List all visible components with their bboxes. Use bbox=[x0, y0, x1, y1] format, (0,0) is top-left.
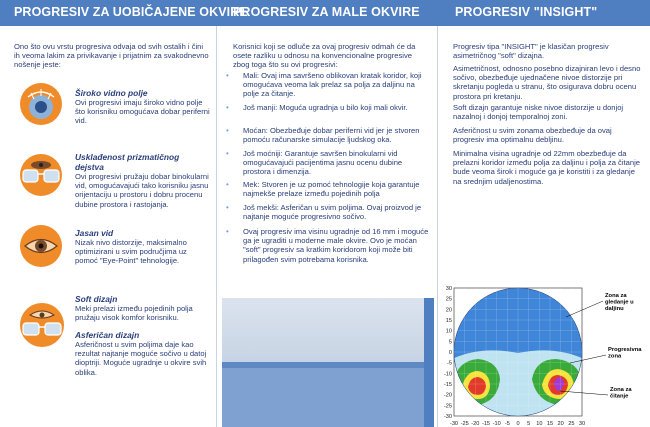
glasses-icon bbox=[20, 154, 62, 196]
col2-item-more-powerful: Još moćniji: Garantuje savršen binokularni vid omogućavajući pacijentima jasnu ocenu dubine prostora i dimenzija. bbox=[243, 149, 403, 177]
x-tick-label: -15 bbox=[481, 421, 491, 427]
col3-paragraph-4: Asferičnost u svim zonama obezbeđuje da ovaj progresiv ima optimalnu debljinu. bbox=[453, 126, 612, 145]
feature-clear-vision: Jasan vid Nizak nivo distorzije, maksimalno optimizirani u svim područjima uz pomoć "Eye-Point" tehnologije. bbox=[75, 228, 187, 266]
column-1-heading: PROGRESIV ZA UOBIČAJENE OKVIRE bbox=[14, 5, 248, 19]
x-tick-label: 5 bbox=[527, 421, 531, 427]
col2-item-fitting-height: Ovaj progresiv ima visinu ugradnje od 16 mm i moguće ga je ugraditi u moderne male okvire. Ovo je moćan "soft" progresiv sa kratkim koridorom koji može biti prilagođen svim potrebama korisnika. bbox=[243, 227, 429, 264]
col3-paragraph-3: Soft dizajn garantuje niske nivoe distorzije u donjoj nazalnoj i donjoj temporalnoj zoni. bbox=[453, 103, 624, 122]
y-tick-label: 0 bbox=[448, 350, 452, 356]
bullet-dot: • bbox=[226, 149, 229, 158]
column-divider bbox=[216, 26, 217, 427]
y-tick-label: -15 bbox=[443, 382, 452, 388]
bullet-dot: • bbox=[226, 203, 229, 212]
y-tick-label: -25 bbox=[443, 403, 452, 410]
y-tick-label: 10 bbox=[445, 328, 452, 335]
col3-paragraph-1: Progresiv tipa "INSIGHT" je klasičan progresiv asimetričnog "soft" dizajna. bbox=[453, 42, 609, 61]
x-tick-label: -5 bbox=[504, 421, 510, 427]
x-tick-label: -30 bbox=[449, 421, 459, 427]
col3-paragraph-2: Asimetričnost, odnosno posebno dizajniran levo i desno sočivo, obezbeđuje ujednačene nivoe distorzije pri skretanju pogleda u stranu, što osigurava dobru ocenu prostora pri kretanju. bbox=[453, 64, 641, 101]
x-tick-label: -20 bbox=[471, 421, 480, 427]
lens-design-icon bbox=[20, 303, 64, 347]
bullet-dot: • bbox=[226, 71, 229, 80]
x-tick-label: -25 bbox=[460, 421, 469, 427]
feature-aspheric-design: Asferičan dizajn Asferičnost u svim poljima daje kao rezultat najtanje moguće sočivo u datoj dioptriji. Moguće ugradnje u okvire svih oblika. bbox=[75, 330, 207, 377]
eye-icon bbox=[20, 225, 62, 267]
y-tick-label: -30 bbox=[443, 414, 452, 420]
col3-paragraph-5: Minimalna visina ugradnje od 22mm obezbeđuje da prelazni koridor između polja za daljinu i polja za čitanje bude veoma širok i moguće ga je koristiti i za gledanje na srednjim udaljenostima. bbox=[453, 149, 640, 186]
x-tick-label: 20 bbox=[557, 421, 564, 427]
x-tick-label: 10 bbox=[536, 421, 543, 427]
annotation-label: Zona za čitanje bbox=[610, 387, 632, 400]
x-tick-label: 30 bbox=[578, 421, 586, 427]
y-tick-label: -10 bbox=[443, 371, 452, 378]
wide-field-icon bbox=[20, 83, 62, 125]
col2-item-softer: Još mekši: Asferičan u svim poljima. Ovaj proizvod je najtanje moguće progresivno sočivo. bbox=[243, 203, 422, 222]
lens-distortion-map bbox=[438, 283, 650, 427]
bullet-dot: • bbox=[226, 180, 229, 189]
y-tick-label: 20 bbox=[445, 307, 452, 314]
y-tick-label: 15 bbox=[445, 318, 452, 324]
annotation-label: Progresivna zona bbox=[608, 347, 642, 360]
bullet-dot: • bbox=[226, 227, 229, 236]
col1-intro: Ono što ovu vrstu progresiva odvaja od svih ostalih i čini ih veoma lakim za privikavanje i prijatnim za svakodnevno nošenje jeste: bbox=[14, 42, 209, 70]
x-tick-label: 15 bbox=[546, 421, 554, 427]
feature-wide-field: Široko vidno polje Ovi progresivi imaju široko vidno polje što korisniku omogućava dobar periferni vid. bbox=[75, 88, 210, 126]
y-tick-label: -20 bbox=[443, 392, 452, 399]
feature-soft-design: Soft dizajn Meki prelazi između pojedinih polja pružaju visok komfor korisniku. bbox=[75, 294, 193, 323]
x-tick-label: 0 bbox=[516, 421, 520, 427]
col2-item-smaller: Još manji: Moguća ugradnja u bilo koji mali okvir. bbox=[243, 103, 408, 112]
col2-item-powerful: Moćan: Obezbeđuje dobar periferni vid jer je stvoren pomoću računarske simulacije ljudskog oka. bbox=[243, 126, 420, 145]
y-tick-label: 5 bbox=[448, 339, 452, 346]
bullet-dot: • bbox=[226, 103, 229, 112]
y-tick-label: 25 bbox=[445, 296, 452, 303]
decorative-edge bbox=[424, 298, 434, 427]
annotation-label: Zona za gledanje u daljinu bbox=[605, 293, 634, 312]
y-tick-label: -5 bbox=[447, 360, 452, 367]
bullet-dot: • bbox=[226, 126, 229, 135]
column-2-heading: PROGRESIV ZA MALE OKVIRE bbox=[233, 5, 420, 19]
x-tick-label: 25 bbox=[568, 421, 575, 427]
y-tick-label: 30 bbox=[445, 286, 452, 292]
feature-prism-alignment: Usklađenost prizmatičnog dejstva Ovi progresivi pružaju dobar binokularni vid, omogućavajući tako korisniku jasnu orijentaciju u prostoru i dobru procenu dubine prostora i rastojanja. bbox=[75, 152, 209, 209]
col2-item-small: Mali: Ovaj ima savršeno oblikovan kratak koridor, koji omogućava veoma lak prelaz sa polja za daljinu na polje za čitanje. bbox=[243, 71, 422, 99]
column-3-heading: PROGRESIV "INSIGHT" bbox=[455, 5, 598, 19]
col2-item-soft: Mek: Stvoren je uz pomoć tehnologije koja garantuje najmekše prelaze između pojedinih polja bbox=[243, 180, 420, 199]
decorative-band bbox=[222, 368, 434, 427]
col2-intro: Korisnici koji se odluče za ovaj progresiv odmah će da osete razliku u odnosu na konvencionalne progresive zbog toga što su ovi progresivi: bbox=[233, 42, 416, 70]
x-tick-label: -10 bbox=[492, 421, 501, 427]
